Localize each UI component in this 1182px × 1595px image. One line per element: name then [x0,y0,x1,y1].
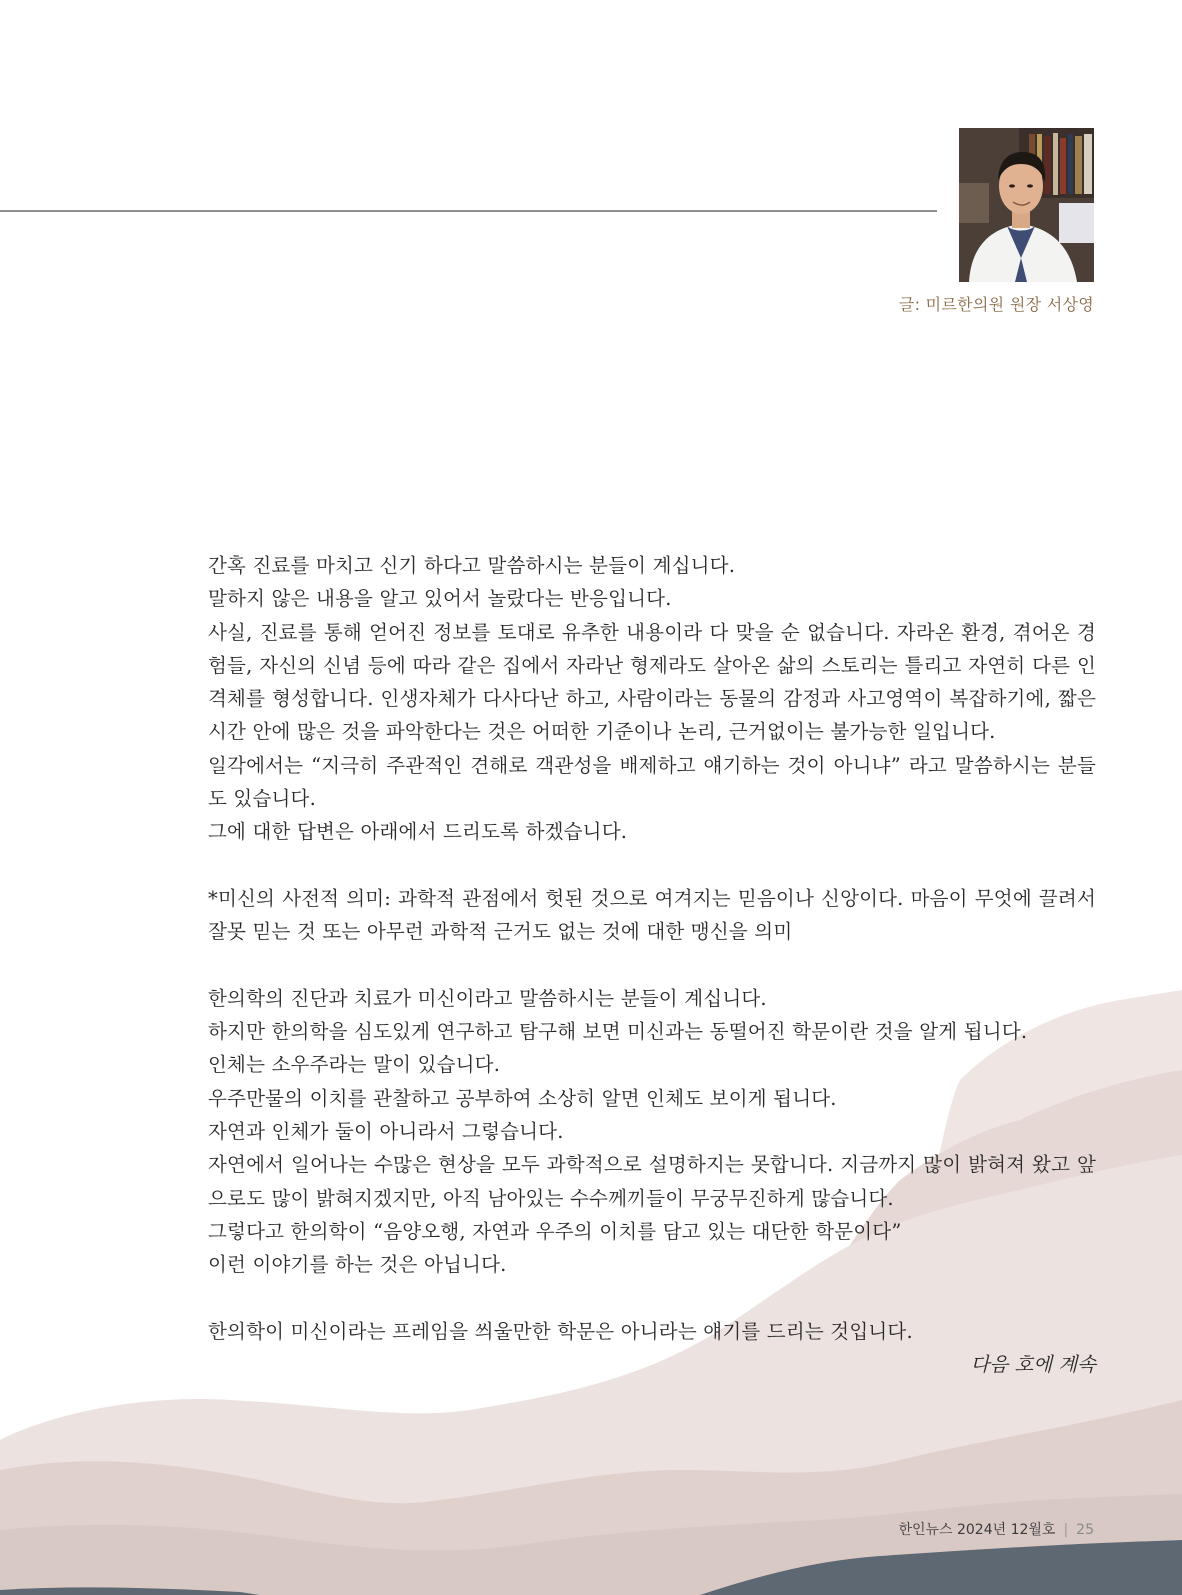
paragraph: 자연과 인체가 둘이 아니라서 그렇습니다. [208,1120,564,1144]
header-rule [0,210,937,212]
paragraph: 한의학의 진단과 치료가 미신이라고 말씀하시는 분들이 계십니다. [208,986,767,1010]
footnote-definition: *미신의 사전적 의미: 과학적 관점에서 헛된 것으로 여겨지는 믿음이나 신앙이다. 마음이 무엇에 끌려서 잘못 믿는 것 또는 아무런 과학적 근거도 없는 것에 대한 맹신을 의미 [208,886,1096,944]
paragraph: 그에 대한 답변은 아래에서 드리도록 하겠습니다. [208,820,628,844]
page-footer [898,1519,1094,1539]
page-number: 25 [1076,1522,1094,1538]
article-body [208,549,1096,1381]
paragraph: 자연에서 일어나는 수많은 현상을 모두 과학적으로 설명하지는 못합니다. 지금까지 많이 밝혀져 왔고 앞으로도 많이 밝혀지겠지만, 아직 남아있는 수수께끼들이 무궁무진하게 많습니다. [208,1153,1096,1210]
footer-separator: | [1063,1522,1069,1538]
paragraph-gap [208,849,1096,882]
publication-title: 한인뉴스 2024년 12월호 [898,1522,1056,1538]
paragraph: 이런 이야기를 하는 것은 아닙니다. [208,1253,507,1277]
paragraph-gap [208,949,1096,982]
continued-notice: 다음 호에 계속 [970,1353,1096,1377]
author-byline: 글: 미르한의원 원장 서상영 [898,295,1094,314]
paragraph: 하지만 한의학을 심도있게 연구하고 탐구해 보면 미신과는 동떨어진 학문이란 것을 알게 됩니다. [208,1020,1028,1044]
paragraph-gap [208,1282,1096,1315]
paragraph: 사실, 진료를 통해 얻어진 정보를 토대로 유추한 내용이라 다 맞을 순 없습니다. 자라온 환경, 겪어온 경험들, 자신의 신념 등에 따라 같은 집에서 자라난 형제라도 살아온 삶의 스토리는 틀리고 자연히 다른 인격체를 형성합니다. 인생자체가 다사다난 하고, 사람이라는 동물의 감정과 사고영역이 복잡하기에, 짧은 시간 안에 많은 것을 파악한다는 것은 어떠한 기준이나 논리, 근거없이는 불가능한 일입니다. [208,620,1096,744]
paragraph: 인체는 소우주라는 말이 있습니다. [208,1053,501,1077]
paragraph: 일각에서는 “지극히 주관적인 견해로 객관성을 배제하고 얘기하는 것이 아니냐” 라고 말씀하시는 분들도 있습니다. [208,753,1096,811]
paragraph: 그렇다고 한의학이 “음양오행, 자연과 우주의 이치를 담고 있는 대단한 학문이다” [208,1219,902,1243]
author-photo [959,128,1094,282]
paragraph: 말하지 않은 내용을 알고 있어서 놀랐다는 반응입니다. [208,587,672,611]
paragraph: 한의학이 미신이라는 프레임을 씌울만한 학문은 아니라는 얘기를 드리는 것입니다. [208,1319,913,1343]
paragraph: 간혹 진료를 마치고 신기 하다고 말씀하시는 분들이 계십니다. [208,554,736,577]
paragraph: 우주만물의 이치를 관찰하고 공부하여 소상히 알면 인체도 보이게 됩니다. [208,1086,837,1110]
